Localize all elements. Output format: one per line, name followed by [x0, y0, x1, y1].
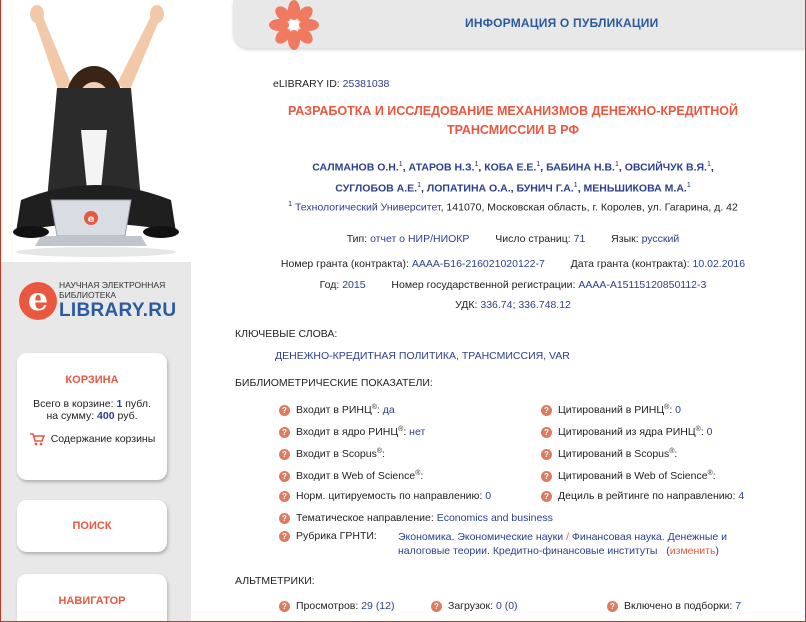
metric-label: Входит в РИНЦ — [296, 404, 372, 416]
author-line-1: САЛМАНОВ О.Н.$^1$, АТАРОВ Н.З.$^1$, КОБА Е.Е.$^1$, БАБИНА Н.В.$^1$, ОВСИЙЧУК В.Я.$^1$, — [312, 161, 714, 174]
keywords-heading: КЛЮЧЕВЫЕ СЛОВА: — [235, 328, 338, 340]
pages-value: 71 — [573, 233, 586, 245]
help-icon[interactable]: ? — [541, 491, 552, 502]
logo-tagline — [59, 280, 165, 300]
udk-label: УДК: — [455, 299, 478, 311]
theme-link[interactable]: Economics and business — [436, 512, 553, 524]
metric-value: 0 — [485, 490, 492, 502]
metric-label: Входит в Web of Science — [296, 470, 416, 482]
metric-collections — [607, 600, 741, 612]
author-aff: 1 — [536, 161, 541, 168]
pub-meta-row-2 — [233, 258, 793, 270]
affiliation — [233, 201, 793, 214]
cart-sum-value: 400 — [97, 410, 115, 422]
pub-meta-row-3 — [233, 279, 793, 291]
help-icon[interactable]: ? — [279, 513, 290, 524]
navigator-title[interactable]: НАВИГАТОР — [58, 595, 126, 607]
metric-views — [279, 600, 395, 612]
metric-value: 4 — [738, 490, 745, 502]
cart-title[interactable]: КОРЗИНА — [65, 374, 119, 386]
logo-letter-e: e — [19, 282, 57, 320]
reg-mark: ® — [398, 426, 404, 433]
reg-label: Номер государственной регистрации: — [391, 279, 576, 291]
metric-label: Дециль в рейтинге по направлению: — [558, 490, 736, 502]
metric-label: Норм. цитируемость по направлению: — [296, 490, 483, 502]
change-grnti-link[interactable]: изменить — [669, 545, 716, 557]
metric-value: нет — [409, 426, 426, 438]
theme-label: Тематическое направление: — [296, 512, 434, 524]
help-icon[interactable]: ? — [279, 449, 290, 460]
metric-value: 0 — [675, 404, 681, 416]
cart-total-unit: публ. — [125, 398, 151, 410]
shopping-cart-icon — [29, 432, 45, 446]
elibrary-id-label: eLIBRARY ID: — [273, 78, 340, 90]
udk-value-2: 336.748.12 — [518, 299, 571, 311]
author-link[interactable]: ЛОПАТИНА О.А. — [426, 182, 511, 194]
reg-mark: ® — [664, 404, 670, 411]
metric-label: Цитирований в РИНЦ — [558, 404, 665, 416]
metric-grnti — [279, 530, 758, 558]
author-list — [233, 156, 793, 197]
grant-label: Номер гранта (контракта): — [280, 258, 409, 270]
views-value: 29 (12) — [361, 600, 395, 612]
reg-mark: ® — [371, 404, 377, 411]
metric-in-wos: ? Входит в Web of Science ® : — [279, 470, 423, 482]
metric-citations-rinc-core: ? Цитирований из ядра РИНЦ ® : 0 — [541, 426, 713, 438]
lang-label: Язык: — [611, 233, 639, 245]
help-icon[interactable]: ? — [279, 405, 290, 416]
hero-illustration — [1, 0, 191, 262]
navigator-panel[interactable] — [17, 574, 167, 622]
author-link[interactable]: СУГЛОБОВ А.Е. — [335, 182, 418, 194]
author-link[interactable]: БУНИЧ Г.А. — [516, 182, 574, 194]
author-link[interactable]: САЛМАНОВ О.Н. — [312, 161, 399, 174]
reg-mark: ® — [707, 470, 713, 477]
reg-mark: ® — [376, 448, 383, 455]
year-link[interactable]: 2015 — [342, 279, 366, 291]
publication-title-line1: РАЗРАБОТКА И ИССЛЕДОВАНИЕ МЕХАНИЗМОВ ДЕНЕЖНО-КРЕДИТНОЙ — [288, 104, 738, 118]
author-aff: 1 — [474, 161, 479, 168]
keywords-links[interactable]: ДЕНЕЖНО-КРЕДИТНАЯ ПОЛИТИКА, ТРАНСМИССИЯ, VAR — [275, 350, 570, 362]
help-icon[interactable]: ? — [541, 471, 552, 482]
search-panel[interactable] — [17, 500, 167, 552]
year-label: Год: — [319, 279, 340, 291]
metric-value: да — [382, 404, 395, 416]
type-value: отчет о НИР/НИОКР — [370, 233, 470, 245]
elibrary-id-value: 25381038 — [342, 78, 390, 90]
grant-value: АААА-Б16-216021020122-7 — [411, 258, 545, 270]
affiliation-org-link[interactable]: Технологический Университет — [294, 201, 441, 214]
cart-contents-link[interactable] — [17, 432, 167, 446]
author-aff: 1 — [614, 161, 619, 168]
metric-citations-rinc: ? Цитирований в РИНЦ ® : 0 — [541, 404, 681, 416]
author-link[interactable]: АТАРОВ Н.З. — [408, 161, 475, 174]
page-title: ИНФОРМАЦИЯ О ПУБЛИКАЦИИ — [465, 16, 659, 30]
collections-label: Включено в подборки: — [624, 600, 733, 612]
lang-value: русский — [641, 233, 680, 245]
metric-decile — [541, 490, 744, 502]
metric-label: Цитирований в Scopus — [558, 448, 670, 460]
help-icon[interactable]: ? — [279, 531, 290, 542]
author-aff: 1 — [706, 161, 711, 168]
cart-total — [17, 398, 167, 422]
cart-panel — [17, 353, 167, 480]
grnti-link-1[interactable]: Экономика. Экономические науки — [398, 531, 564, 543]
sidebar — [1, 0, 191, 622]
author-aff: 1 — [417, 181, 422, 189]
help-icon[interactable]: ? — [279, 601, 290, 612]
publication-title — [233, 102, 793, 140]
help-icon[interactable]: ? — [541, 427, 552, 438]
affiliation-number: 1 — [288, 201, 293, 208]
collections-value: 7 — [735, 600, 742, 612]
metric-in-rinc-core: ? Входит в ядро РИНЦ ® : нет — [279, 426, 425, 438]
author-link[interactable]: ОВСИЙЧУК В.Я. — [624, 161, 707, 174]
woman-laptop-illustration — [1, 0, 191, 262]
page-header — [233, 0, 806, 48]
search-title[interactable]: ПОИСК — [72, 520, 112, 532]
cart-total-label: Всего в корзине: — [33, 398, 114, 410]
elibrary-id — [273, 78, 389, 90]
elibrary-logo[interactable] — [19, 278, 179, 328]
grnti-value: Экономика. Экономические науки / Финансовая наука. Денежные и налоговые теории. Кредитно-финансовые институты (изменить) — [398, 531, 728, 557]
downloads-label: Загрузок: — [448, 600, 494, 612]
downloads-value: 0 (0) — [495, 600, 518, 612]
metric-label: Входит в Scopus — [296, 448, 377, 460]
grant-date-label: Дата гранта (контракта): — [570, 258, 690, 270]
pub-meta-row-1 — [233, 233, 793, 245]
author-aff: 1 — [573, 181, 578, 189]
cart-contents-label: Содержание корзины — [50, 433, 156, 445]
reg-mark: ® — [415, 470, 421, 477]
metric-label: Цитирований в Web of Science — [558, 470, 708, 482]
help-icon[interactable]: ? — [541, 405, 552, 416]
help-icon[interactable]: ? — [279, 427, 290, 438]
cart-sum-label: на сумму: — [46, 410, 95, 422]
logo-name: LIBRARY.RU — [59, 300, 177, 321]
author-aff: 1 — [398, 161, 403, 168]
metric-citations-wos: ? Цитирований в Web of Science ® : — [541, 470, 716, 482]
author-aff: 1 — [686, 181, 691, 189]
metric-in-scopus: ? Входит в Scopus ® : — [279, 448, 385, 460]
udk-value-1: 336.74 — [480, 299, 513, 311]
metric-theme — [279, 512, 553, 524]
udk-row: УДК: 336.74; 336.748.12 — [455, 299, 571, 311]
reg-value: АААА-А15115120850112-3 — [578, 279, 707, 291]
flower-decoration-icon — [263, 0, 325, 50]
help-icon[interactable]: ? — [431, 601, 442, 612]
reg-mark: ® — [669, 448, 675, 455]
metric-downloads — [431, 600, 518, 612]
metric-norm-citation — [279, 490, 491, 502]
help-icon[interactable]: ? — [279, 471, 290, 482]
metric-label: Цитирований из ядра РИНЦ — [558, 426, 696, 438]
reg-mark: ® — [695, 426, 701, 433]
svg-text:e: e — [87, 214, 95, 225]
metric-value: 0 — [706, 426, 713, 438]
help-icon[interactable]: ? — [541, 449, 552, 460]
altmetrics-heading: АЛЬТМЕТРИКИ: — [235, 575, 315, 587]
help-icon[interactable]: ? — [607, 601, 618, 612]
grnti-separator: / — [563, 531, 572, 543]
metric-in-rinc: ? Входит в РИНЦ ® : да — [279, 404, 395, 416]
grant-date-value: 10.02.2016 — [692, 258, 746, 270]
cart-sum-unit: руб. — [117, 410, 138, 422]
author-link[interactable]: БАБИНА Н.В. — [546, 161, 615, 174]
publication-title-line2: ТРАНСМИССИИ В РФ — [446, 123, 580, 137]
cart-total-count: 1 — [116, 398, 123, 410]
metric-label: Входит в ядро РИНЦ — [296, 426, 399, 438]
metric-citations-scopus: ? Цитирований в Scopus ® : — [541, 448, 677, 460]
grnti-link-2[interactable]: Финансовая наука. Денежные и налоговые теории. Кредитно-финансовые институты — [398, 531, 728, 557]
help-icon[interactable]: ? — [279, 491, 290, 502]
views-label: Просмотров: — [296, 600, 359, 612]
author-line-2: СУГЛОБОВ А.Е.$^1$, ЛОПАТИНА О.А., БУНИЧ Г.А.$^1$, МЕНЬШИКОВА М.А.$^1$ — [335, 181, 691, 194]
affiliation-address: , 141070, Московская область, г. Королев, ул. Гагарина, д. 42 — [440, 201, 738, 214]
biblio-heading: БИБЛИОМЕТРИЧЕСКИЕ ПОКАЗАТЕЛИ: — [235, 377, 433, 389]
logo-tagline-line2: БИБЛИОТЕКА — [59, 290, 117, 300]
pages-label: Число страниц: — [495, 233, 571, 245]
author-link[interactable]: МЕНЬШИКОВА М.А. — [583, 182, 687, 194]
author-link[interactable]: КОБА Е.Е. — [484, 161, 537, 174]
logo-tagline-line1: НАУЧНАЯ ЭЛЕКТРОННАЯ — [59, 280, 166, 290]
grnti-label: Рубрика ГРНТИ: — [296, 530, 377, 542]
type-label: Тип: — [346, 233, 368, 245]
